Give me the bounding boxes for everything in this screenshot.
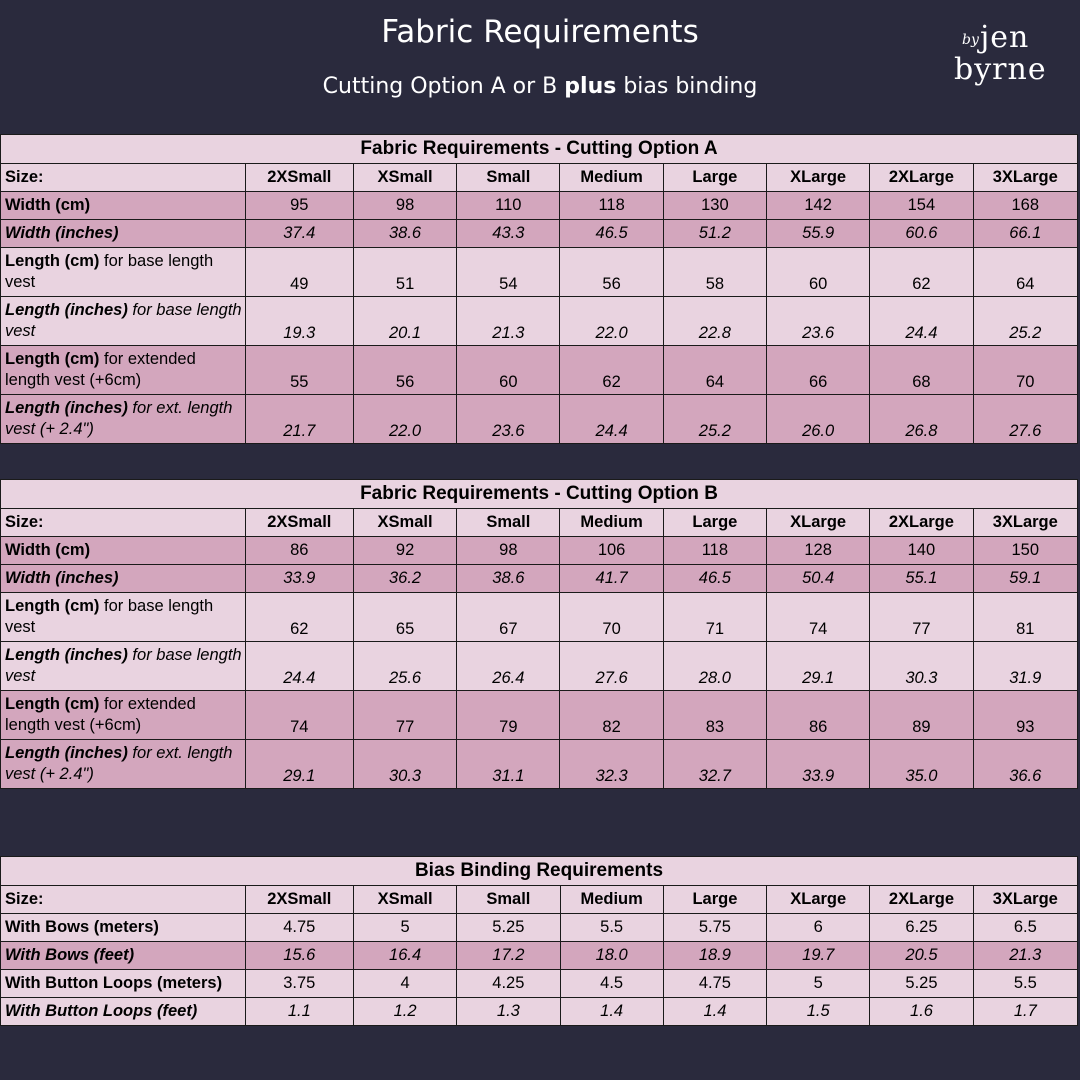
value-cell: 56 xyxy=(560,248,663,297)
page-subtitle xyxy=(0,74,1080,99)
value-cell: 21.7 xyxy=(245,395,353,444)
value-cell: 25.6 xyxy=(353,642,456,691)
table-row xyxy=(1,914,1078,942)
table-cutting-option-a xyxy=(0,134,1078,444)
row-label xyxy=(1,691,246,740)
value-cell: 17.2 xyxy=(457,942,560,970)
value-cell: 26.0 xyxy=(767,395,870,444)
value-cell: 66.1 xyxy=(973,220,1077,248)
row-label-bold: Length (inches) xyxy=(5,399,128,417)
value-cell: 142 xyxy=(767,192,870,220)
logo-line1: jen xyxy=(980,20,1030,55)
value-cell: 1.3 xyxy=(457,998,560,1026)
value-cell: 54 xyxy=(457,248,560,297)
value-cell: 62 xyxy=(245,593,353,642)
size-header-cell: XLarge xyxy=(767,164,870,192)
value-cell: 74 xyxy=(767,593,870,642)
value-cell: 65 xyxy=(353,593,456,642)
value-cell: 19.7 xyxy=(767,942,870,970)
value-cell: 19.3 xyxy=(245,297,353,346)
value-cell: 20.5 xyxy=(870,942,973,970)
row-label-rest: for extended length vest (+6cm) xyxy=(5,350,196,389)
value-cell: 5.75 xyxy=(663,914,766,942)
row-label xyxy=(1,220,246,248)
value-cell: 23.6 xyxy=(457,395,560,444)
value-cell: 74 xyxy=(245,691,353,740)
row-label-rest: for ext. length vest (+ 2.4") xyxy=(5,399,233,438)
value-cell: 62 xyxy=(560,346,663,395)
size-header-row xyxy=(1,509,1078,537)
value-cell: 26.4 xyxy=(457,642,560,691)
size-header-cell: 3XLarge xyxy=(973,509,1077,537)
value-cell: 56 xyxy=(353,346,456,395)
table-row xyxy=(1,395,1078,444)
value-cell: 43.3 xyxy=(457,220,560,248)
size-header-cell: Medium xyxy=(560,509,663,537)
value-cell: 5.25 xyxy=(870,970,973,998)
value-cell: 3.75 xyxy=(245,970,353,998)
value-cell: 5.25 xyxy=(457,914,560,942)
size-header-cell: XLarge xyxy=(767,886,870,914)
value-cell: 92 xyxy=(353,537,456,565)
table-title-row xyxy=(1,480,1078,509)
row-label xyxy=(1,346,246,395)
row-label xyxy=(1,970,246,998)
value-cell: 16.4 xyxy=(353,942,456,970)
value-cell: 25.2 xyxy=(663,395,766,444)
value-cell: 22.8 xyxy=(663,297,766,346)
size-header-cell: Medium xyxy=(560,886,663,914)
row-label-rest: for extended length vest (+6cm) xyxy=(5,695,196,734)
value-cell: 59.1 xyxy=(973,565,1077,593)
row-label-bold: With Bows (meters) xyxy=(5,918,159,936)
size-header-cell: XSmall xyxy=(353,509,456,537)
value-cell: 4.5 xyxy=(560,970,663,998)
row-label xyxy=(1,942,246,970)
value-cell: 26.8 xyxy=(870,395,973,444)
row-label-rest: for base length vest xyxy=(5,301,242,340)
size-header-cell: Small xyxy=(457,886,560,914)
value-cell: 77 xyxy=(353,691,456,740)
subtitle-bold: plus xyxy=(564,74,617,99)
table-row xyxy=(1,970,1078,998)
value-cell: 1.5 xyxy=(767,998,870,1026)
logo-by: by xyxy=(962,32,979,48)
value-cell: 21.3 xyxy=(973,942,1077,970)
value-cell: 118 xyxy=(560,192,663,220)
table-row xyxy=(1,248,1078,297)
value-cell: 93 xyxy=(973,691,1077,740)
value-cell: 67 xyxy=(457,593,560,642)
value-cell: 15.6 xyxy=(245,942,353,970)
value-cell: 128 xyxy=(767,537,870,565)
value-cell: 29.1 xyxy=(245,740,353,789)
value-cell: 89 xyxy=(870,691,973,740)
value-cell: 66 xyxy=(767,346,870,395)
size-header-cell: Large xyxy=(663,164,766,192)
value-cell: 55.1 xyxy=(870,565,973,593)
value-cell: 50.4 xyxy=(767,565,870,593)
row-label xyxy=(1,914,246,942)
value-cell: 58 xyxy=(663,248,766,297)
value-cell: 70 xyxy=(560,593,663,642)
size-header-cell: Small xyxy=(457,509,560,537)
table-title: Fabric Requirements - Cutting Option B xyxy=(1,480,1078,509)
size-header-cell: Large xyxy=(663,509,766,537)
value-cell: 1.4 xyxy=(663,998,766,1026)
row-label-bold: Width (inches) xyxy=(5,224,119,242)
value-cell: 5 xyxy=(767,970,870,998)
size-header-cell: Small xyxy=(457,164,560,192)
value-cell: 4.75 xyxy=(245,914,353,942)
table-cutting-option-b xyxy=(0,479,1078,789)
size-header-cell: 2XSmall xyxy=(245,886,353,914)
row-label-bold: Width (cm) xyxy=(5,196,91,214)
row-label-rest: for ext. length vest (+ 2.4") xyxy=(5,744,233,783)
brand-logo xyxy=(950,22,1062,102)
size-header-cell: 2XLarge xyxy=(870,886,973,914)
row-label-rest: for base length vest xyxy=(5,646,242,685)
value-cell: 106 xyxy=(560,537,663,565)
row-label-bold: With Bows (feet) xyxy=(5,946,135,964)
value-cell: 24.4 xyxy=(245,642,353,691)
table-title: Fabric Requirements - Cutting Option A xyxy=(1,135,1078,164)
table-row xyxy=(1,593,1078,642)
value-cell: 71 xyxy=(663,593,766,642)
value-cell: 38.6 xyxy=(457,565,560,593)
value-cell: 81 xyxy=(973,593,1077,642)
value-cell: 4.75 xyxy=(663,970,766,998)
value-cell: 79 xyxy=(457,691,560,740)
value-cell: 1.7 xyxy=(973,998,1077,1026)
size-header-cell: 2XSmall xyxy=(245,164,353,192)
value-cell: 6 xyxy=(767,914,870,942)
value-cell: 32.3 xyxy=(560,740,663,789)
value-cell: 20.1 xyxy=(353,297,456,346)
value-cell: 30.3 xyxy=(870,642,973,691)
table-row xyxy=(1,691,1078,740)
value-cell: 51.2 xyxy=(663,220,766,248)
value-cell: 154 xyxy=(870,192,973,220)
value-cell: 24.4 xyxy=(870,297,973,346)
row-label-bold: Width (cm) xyxy=(5,541,91,559)
size-header-cell: 2XSmall xyxy=(245,509,353,537)
value-cell: 130 xyxy=(663,192,766,220)
value-cell: 64 xyxy=(663,346,766,395)
value-cell: 18.0 xyxy=(560,942,663,970)
value-cell: 36.6 xyxy=(973,740,1077,789)
table-row xyxy=(1,642,1078,691)
table-row xyxy=(1,297,1078,346)
row-label-bold: Length (inches) xyxy=(5,744,128,762)
value-cell: 1.1 xyxy=(245,998,353,1026)
value-cell: 32.7 xyxy=(663,740,766,789)
value-cell: 98 xyxy=(457,537,560,565)
row-label xyxy=(1,395,246,444)
row-label xyxy=(1,248,246,297)
value-cell: 95 xyxy=(245,192,353,220)
value-cell: 41.7 xyxy=(560,565,663,593)
value-cell: 83 xyxy=(663,691,766,740)
size-header-cell: XSmall xyxy=(353,886,456,914)
table-bias-binding xyxy=(0,856,1078,1026)
table-title: Bias Binding Requirements xyxy=(1,857,1078,886)
row-label-bold: With Button Loops (feet) xyxy=(5,1002,198,1020)
row-label-bold: Length (inches) xyxy=(5,301,128,319)
value-cell: 5 xyxy=(353,914,456,942)
size-label: Size: xyxy=(1,886,246,914)
value-cell: 22.0 xyxy=(353,395,456,444)
row-label xyxy=(1,537,246,565)
value-cell: 86 xyxy=(245,537,353,565)
row-label xyxy=(1,740,246,789)
subtitle-pre: Cutting Option A or B xyxy=(322,74,565,99)
size-header-cell: 3XLarge xyxy=(973,164,1077,192)
subtitle-post: bias binding xyxy=(616,74,758,99)
value-cell: 31.9 xyxy=(973,642,1077,691)
value-cell: 60 xyxy=(767,248,870,297)
value-cell: 1.6 xyxy=(870,998,973,1026)
value-cell: 5.5 xyxy=(973,970,1077,998)
value-cell: 37.4 xyxy=(245,220,353,248)
row-label xyxy=(1,565,246,593)
value-cell: 55 xyxy=(245,346,353,395)
size-header-cell: XSmall xyxy=(353,164,456,192)
value-cell: 27.6 xyxy=(973,395,1077,444)
value-cell: 33.9 xyxy=(767,740,870,789)
logo-line2: byrne xyxy=(954,52,1047,87)
row-label xyxy=(1,998,246,1026)
value-cell: 29.1 xyxy=(767,642,870,691)
row-label-bold: Width (inches) xyxy=(5,569,119,587)
row-label-bold: With Button Loops (meters) xyxy=(5,974,223,992)
row-label-bold: Length (cm) xyxy=(5,597,100,615)
row-label-rest: for base length vest xyxy=(5,597,214,636)
table-row xyxy=(1,346,1078,395)
table-row xyxy=(1,220,1078,248)
value-cell: 55.9 xyxy=(767,220,870,248)
row-label-bold: Length (cm) xyxy=(5,350,100,368)
size-header-cell: Medium xyxy=(560,164,663,192)
value-cell: 168 xyxy=(973,192,1077,220)
value-cell: 6.5 xyxy=(973,914,1077,942)
value-cell: 4.25 xyxy=(457,970,560,998)
value-cell: 24.4 xyxy=(560,395,663,444)
value-cell: 118 xyxy=(663,537,766,565)
value-cell: 49 xyxy=(245,248,353,297)
value-cell: 51 xyxy=(353,248,456,297)
size-header-row xyxy=(1,164,1078,192)
value-cell: 46.5 xyxy=(663,565,766,593)
value-cell: 5.5 xyxy=(560,914,663,942)
value-cell: 62 xyxy=(870,248,973,297)
value-cell: 33.9 xyxy=(245,565,353,593)
value-cell: 150 xyxy=(973,537,1077,565)
row-label-bold: Length (cm) xyxy=(5,695,100,713)
value-cell: 1.4 xyxy=(560,998,663,1026)
value-cell: 110 xyxy=(457,192,560,220)
size-header-cell: 3XLarge xyxy=(973,886,1077,914)
value-cell: 6.25 xyxy=(870,914,973,942)
value-cell: 38.6 xyxy=(353,220,456,248)
value-cell: 18.9 xyxy=(663,942,766,970)
table-title-row xyxy=(1,857,1078,886)
value-cell: 25.2 xyxy=(973,297,1077,346)
value-cell: 86 xyxy=(767,691,870,740)
row-label-bold: Length (cm) xyxy=(5,252,100,270)
value-cell: 36.2 xyxy=(353,565,456,593)
value-cell: 31.1 xyxy=(457,740,560,789)
value-cell: 77 xyxy=(870,593,973,642)
row-label xyxy=(1,642,246,691)
value-cell: 70 xyxy=(973,346,1077,395)
table-row xyxy=(1,537,1078,565)
value-cell: 140 xyxy=(870,537,973,565)
table-row xyxy=(1,998,1078,1026)
value-cell: 64 xyxy=(973,248,1077,297)
value-cell: 28.0 xyxy=(663,642,766,691)
value-cell: 4 xyxy=(353,970,456,998)
size-header-cell: 2XLarge xyxy=(870,164,973,192)
table-row xyxy=(1,565,1078,593)
row-label xyxy=(1,297,246,346)
size-header-cell: Large xyxy=(663,886,766,914)
table-row xyxy=(1,942,1078,970)
table-row xyxy=(1,192,1078,220)
value-cell: 22.0 xyxy=(560,297,663,346)
size-header-cell: XLarge xyxy=(767,509,870,537)
table-title-row xyxy=(1,135,1078,164)
value-cell: 60.6 xyxy=(870,220,973,248)
value-cell: 68 xyxy=(870,346,973,395)
value-cell: 1.2 xyxy=(353,998,456,1026)
value-cell: 46.5 xyxy=(560,220,663,248)
row-label xyxy=(1,593,246,642)
row-label xyxy=(1,192,246,220)
page-title: Fabric Requirements xyxy=(381,14,699,50)
value-cell: 30.3 xyxy=(353,740,456,789)
value-cell: 35.0 xyxy=(870,740,973,789)
size-label: Size: xyxy=(1,509,246,537)
value-cell: 27.6 xyxy=(560,642,663,691)
row-label-rest: for base length vest xyxy=(5,252,214,291)
value-cell: 98 xyxy=(353,192,456,220)
size-header-row xyxy=(1,886,1078,914)
size-label: Size: xyxy=(1,164,246,192)
size-header-cell: 2XLarge xyxy=(870,509,973,537)
row-label-bold: Length (inches) xyxy=(5,646,128,664)
value-cell: 21.3 xyxy=(457,297,560,346)
value-cell: 60 xyxy=(457,346,560,395)
value-cell: 23.6 xyxy=(767,297,870,346)
table-row xyxy=(1,740,1078,789)
value-cell: 82 xyxy=(560,691,663,740)
